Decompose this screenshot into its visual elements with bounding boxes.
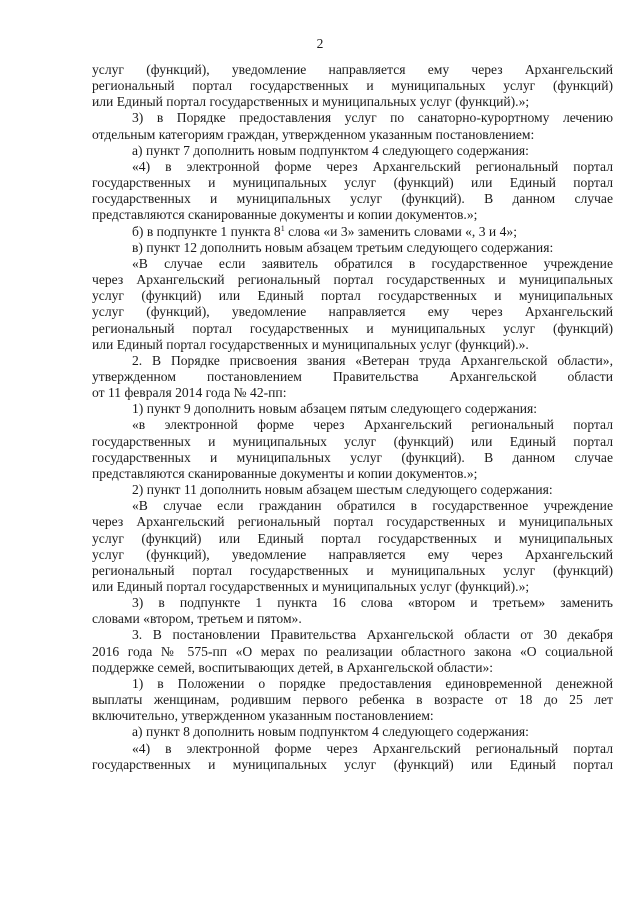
superscript: 1 xyxy=(280,223,285,233)
text-line: 3. В постановлении Правительства Архангельской области от 30 декабря xyxy=(132,627,613,643)
text-line: региональный портал государственных и муниципальных услуг (функций) xyxy=(92,78,613,94)
text-line: 2) пункт 11 дополнить новым абзацем шестым следующего содержания: xyxy=(132,482,553,498)
text-line: через Архангельский региональный портал государственных и муниципальных xyxy=(92,272,613,288)
text-line: или Единый портал государственных и муниципальных услуг (функций).». xyxy=(92,336,529,352)
text-line: государственных и муниципальных услуг (функций) или Единый портал xyxy=(92,433,613,449)
text-line: «В случае если гражданин обратился в государственное учреждение xyxy=(132,498,613,514)
text-line: представляются сканированные документы и копии документов.»; xyxy=(92,465,478,481)
text-line: государственных и муниципальных услуг (функций) или Единый портал xyxy=(92,175,613,191)
text-line: от 11 февраля 2014 года № 42-пп: xyxy=(92,385,287,401)
page-number: 2 xyxy=(316,36,324,51)
text-line: а) пункт 7 дополнить новым подпунктом 4 следующего содержания: xyxy=(132,142,529,158)
text-line: или Единый портал государственных и муниципальных услуг (функций).»; xyxy=(92,94,530,110)
text-line: выплаты женщинам, родившим первого ребенка в возрасте от 18 до 25 лет xyxy=(92,692,613,708)
text-line: региональный портал государственных и муниципальных услуг (функций) xyxy=(92,320,613,336)
text-line: услуг (функций) или Единый портал государственных и муниципальных xyxy=(92,530,613,546)
text-line: услуг (функций), уведомление направляется ему через Архангельский xyxy=(92,546,613,562)
text-line: услуг (функций) или Единый портал государственных и муниципальных xyxy=(92,288,613,304)
text-line: государственных и муниципальных услуг (функций) или Единый портал xyxy=(92,756,613,772)
text-line: или Единый портал государственных и муниципальных услуг (функций).»; xyxy=(92,579,530,594)
text-line: а) пункт 8 дополнить новым подпунктом 4 следующего содержания: xyxy=(132,724,529,740)
text-line: «4) в электронной форме через Архангельский региональный портал xyxy=(132,740,613,756)
text-fragment: б) в подпункте 1 пункта 8 xyxy=(132,223,281,239)
text-line: «4) в электронной форме через Архангельский региональный портал xyxy=(132,158,613,174)
document-body xyxy=(92,62,613,773)
text-line: поддержке семей, воспитывающих детей, в Архангельской области»: xyxy=(92,659,494,675)
text-line xyxy=(92,224,613,240)
text-line: 3) в Порядке предоставления услуг по санаторно-курортному лечению xyxy=(132,110,613,126)
text-line: представляются сканированные документы и копии документов.»; xyxy=(92,207,478,223)
text-line: услуг (функций), уведомление направляется ему через Архангельский xyxy=(92,62,613,77)
text-line: «в электронной форме через Архангельский региональный портал xyxy=(132,417,613,433)
text-line: государственных и муниципальных услуг (функций). В данном случае xyxy=(92,191,613,207)
text-line: «В случае если заявитель обратился в государственное учреждение xyxy=(132,255,613,271)
text-line: включительно, утвержденном указанным постановлением: xyxy=(92,708,434,724)
text-line: 2. В Порядке присвоения звания «Ветеран труда Архангельской области», xyxy=(132,352,613,368)
text-line: словами «втором, третьем и пятом». xyxy=(92,611,302,627)
text-line: отдельным категориям граждан, утвержденном указанным постановлением: xyxy=(92,126,535,142)
text-line: 1) пункт 9 дополнить новым абзацем пятым следующего содержания: xyxy=(132,401,538,417)
text-fragment: слова «и 3» заменить словами «, 3 и 4»; xyxy=(284,223,517,239)
text-line: государственных и муниципальных услуг (функций). В данном случае xyxy=(92,449,613,465)
text-line: региональный портал государственных и муниципальных услуг (функций) xyxy=(92,562,613,578)
text-line: через Архангельский региональный портал государственных и муниципальных xyxy=(92,514,613,530)
text-line: утвержденном постановлением Правительства Архангельской области xyxy=(92,368,613,384)
text-line: 3) в подпункте 1 пункта 16 слова «втором и третьем» заменить xyxy=(132,595,613,611)
text-line: 1) в Положении о порядке предоставления единовременной денежной xyxy=(132,675,613,691)
text-line: услуг (функций), уведомление направляется ему через Архангельский xyxy=(92,304,613,320)
text-line: 2016 года № 575-пп «О мерах по реализации областного закона «О социальной xyxy=(92,643,613,659)
text-line: в) пункт 12 дополнить новым абзацем третьим следующего содержания: xyxy=(132,239,554,255)
